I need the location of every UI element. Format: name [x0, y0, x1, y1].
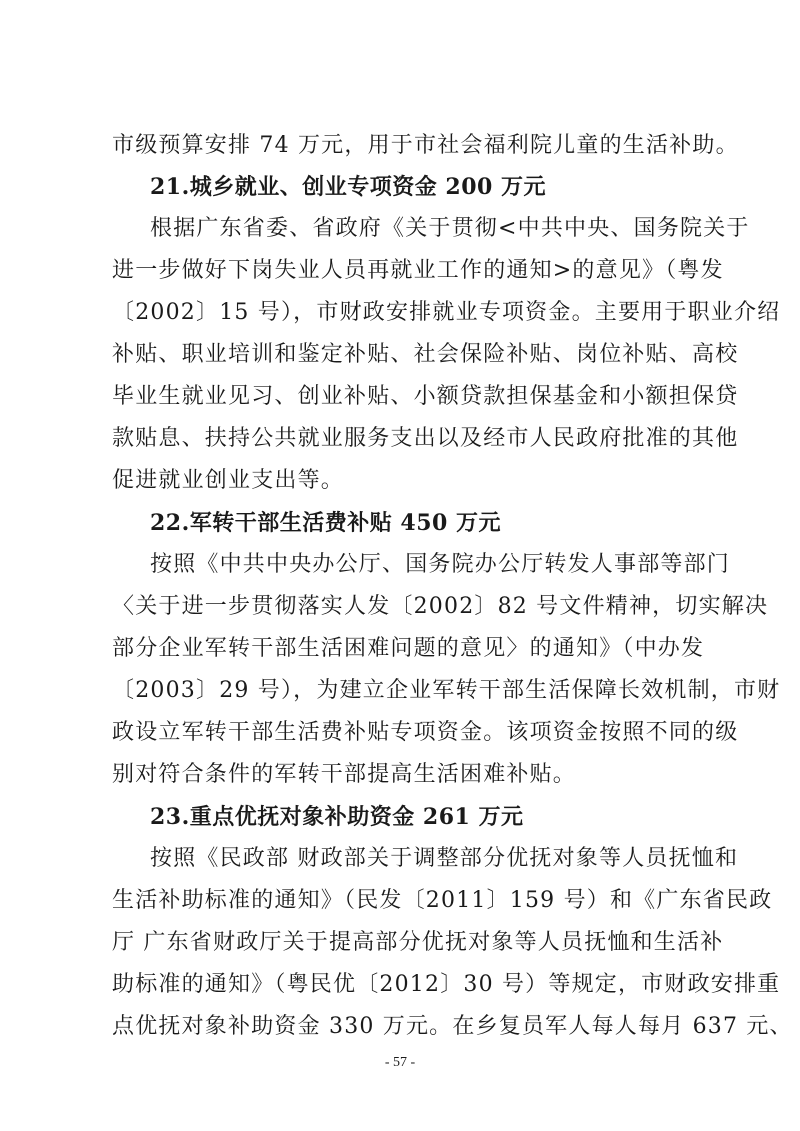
section-heading-21: 21.城乡就业、创业专项资金 200 万元 — [150, 174, 547, 200]
body-text-line: 生活补助标准的通知》（民发〔2011〕159 号）和《广东省民政 — [112, 888, 773, 913]
section-heading-22: 22.军转干部生活费补贴 450 万元 — [150, 510, 502, 536]
body-text-line: 市级预算安排 74 万元，用于市社会福利院儿童的生活补助。 — [112, 133, 739, 158]
body-text-line: 补贴、职业培训和鉴定补贴、社会保险补贴、岗位补贴、高校 — [112, 342, 739, 367]
body-text-line: 厅 广东省财政厅关于提高部分优抚对象等人员抚恤和生活补 — [112, 930, 724, 955]
body-text-line: 〔2003〕29 号），为建立企业军转干部生活保障长效机制，市财 — [112, 678, 781, 703]
body-text-line: 毕业生就业见习、创业补贴、小额贷款担保基金和小额担保贷 — [112, 384, 739, 409]
body-text-line: 按照《中共中央办公厅、国务院办公厅转发人事部等部门 — [150, 552, 731, 577]
body-text-line: 点优抚对象补助资金 330 万元。在乡复员军人每人每月 637 元、 — [112, 1014, 793, 1039]
section-heading-23: 23.重点优抚对象补助资金 261 万元 — [150, 804, 524, 830]
body-text-line: 政设立军转干部生活费补贴专项资金。该项资金按照不同的级 — [112, 720, 739, 745]
body-text-line: 部分企业军转干部生活困难问题的意见〉的通知》（中办发 — [112, 636, 705, 661]
body-text-line: 促进就业创业支出等。 — [112, 468, 345, 493]
page-number: - 57 - — [384, 1055, 416, 1070]
body-text-line: 款贴息、扶持公共就业服务支出以及经市人民政府批准的其他 — [112, 426, 739, 451]
body-text-line: 进一步做好下岗失业人员再就业工作的通知>的意见》（粤发 — [112, 258, 724, 283]
body-text-line: 别对符合条件的军转干部提高生活困难补贴。 — [112, 762, 577, 787]
body-text-line: 〔2002〕15 号），市财政安排就业专项资金。主要用于职业介绍 — [112, 300, 781, 325]
body-text-line: 〈关于进一步贯彻落实人发〔2002〕82 号文件精神，切实解决 — [112, 594, 769, 619]
body-text-line: 助标准的通知》（粤民优〔2012〕30 号）等规定，市财政安排重 — [112, 972, 781, 997]
body-text-line: 根据广东省委、省政府《关于贯彻<中共中央、国务院关于 — [150, 216, 750, 241]
body-text-line: 按照《民政部 财政部关于调整部分优抚对象等人员抚恤和 — [150, 846, 739, 871]
